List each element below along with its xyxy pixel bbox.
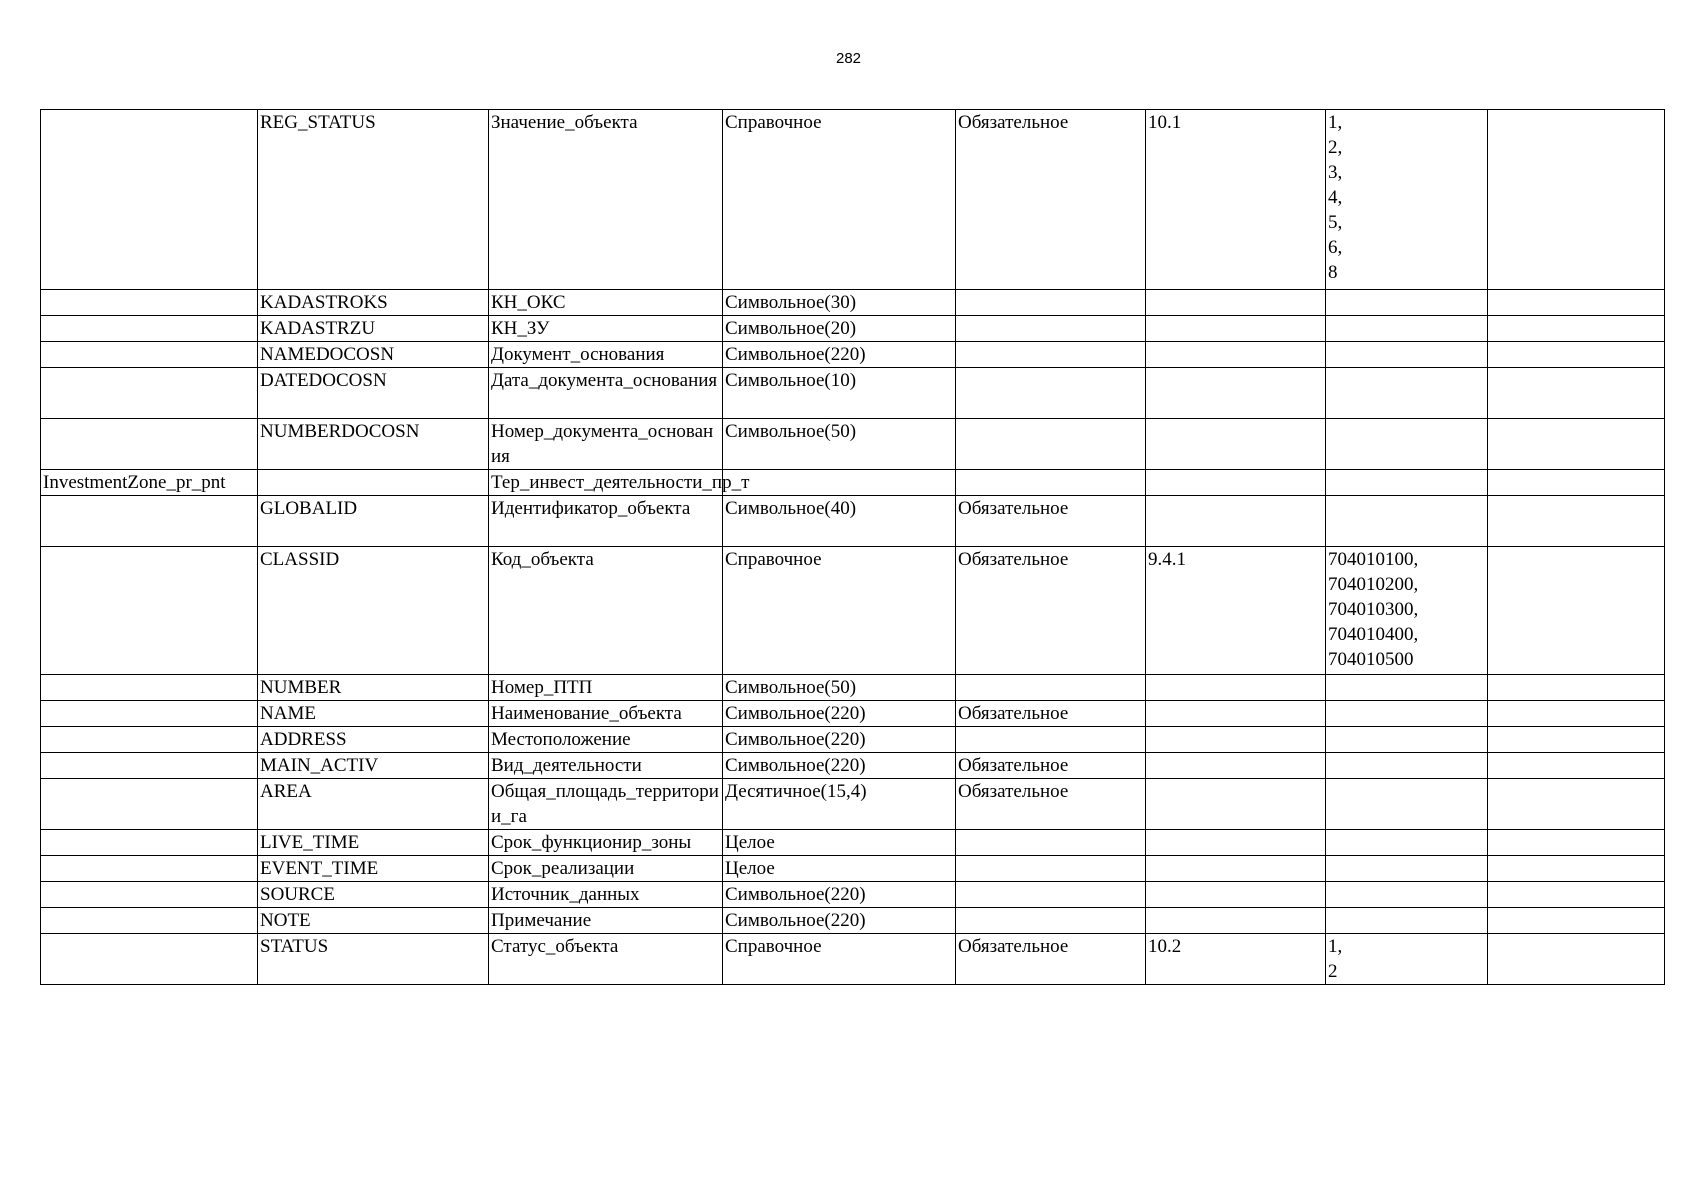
field-code-cell: NOTE	[258, 908, 489, 934]
required-cell	[956, 419, 1146, 470]
values-cell	[1326, 496, 1488, 547]
table-row	[41, 290, 1665, 316]
required-cell	[956, 470, 1146, 496]
table-row	[41, 779, 1665, 830]
values-cell	[1326, 882, 1488, 908]
table-row	[41, 547, 1665, 675]
object-name-cell	[41, 701, 258, 727]
required-cell	[956, 727, 1146, 753]
field-type-cell	[723, 470, 956, 496]
note-cell	[1488, 701, 1665, 727]
field-code-cell: CLASSID	[258, 547, 489, 675]
object-name-cell	[41, 934, 258, 985]
object-name-cell	[41, 496, 258, 547]
field-code-cell: NUMBER	[258, 675, 489, 701]
reference-cell	[1146, 753, 1326, 779]
field-alias-cell: Источник_данных	[489, 882, 723, 908]
object-name-cell	[41, 779, 258, 830]
object-name-cell	[41, 675, 258, 701]
field-code-cell: STATUS	[258, 934, 489, 985]
field-alias-cell: Срок_функционир_зоны	[489, 830, 723, 856]
reference-cell	[1146, 675, 1326, 701]
values-cell: 1, 2	[1326, 934, 1488, 985]
attribute-table	[40, 109, 1665, 985]
required-cell	[956, 882, 1146, 908]
values-cell	[1326, 675, 1488, 701]
field-alias-cell: Значение_объекта	[489, 110, 723, 290]
field-alias-cell: Общая_площадь_территории_га	[489, 779, 723, 830]
note-cell	[1488, 779, 1665, 830]
object-name-cell	[41, 727, 258, 753]
values-cell	[1326, 701, 1488, 727]
field-alias-cell: Статус_объекта	[489, 934, 723, 985]
required-cell: Обязательное	[956, 779, 1146, 830]
field-code-cell: MAIN_ACTIV	[258, 753, 489, 779]
reference-cell: 10.2	[1146, 934, 1326, 985]
note-cell	[1488, 419, 1665, 470]
field-type-cell: Символьное(30)	[723, 290, 956, 316]
reference-cell	[1146, 779, 1326, 830]
values-cell: 704010100, 704010200, 704010300, 704010400, 704010500	[1326, 547, 1488, 675]
table-row	[41, 675, 1665, 701]
required-cell	[956, 675, 1146, 701]
field-code-cell: ADDRESS	[258, 727, 489, 753]
required-cell	[956, 316, 1146, 342]
values-cell	[1326, 368, 1488, 419]
field-code-cell: GLOBALID	[258, 496, 489, 547]
field-type-cell: Символьное(220)	[723, 908, 956, 934]
reference-cell	[1146, 856, 1326, 882]
reference-cell	[1146, 470, 1326, 496]
field-type-cell: Символьное(220)	[723, 882, 956, 908]
field-alias-cell: Местоположение	[489, 727, 723, 753]
reference-cell	[1146, 830, 1326, 856]
required-cell	[956, 290, 1146, 316]
note-cell	[1488, 908, 1665, 934]
reference-cell	[1146, 290, 1326, 316]
table-row	[41, 830, 1665, 856]
field-type-cell: Десятичное(15,4)	[723, 779, 956, 830]
field-code-cell: SOURCE	[258, 882, 489, 908]
values-cell	[1326, 830, 1488, 856]
field-alias-cell: Номер_ПТП	[489, 675, 723, 701]
reference-cell	[1146, 316, 1326, 342]
required-cell: Обязательное	[956, 753, 1146, 779]
object-name-cell	[41, 368, 258, 419]
values-cell	[1326, 753, 1488, 779]
required-cell: Обязательное	[956, 701, 1146, 727]
field-code-cell: NAMEDOCOSN	[258, 342, 489, 368]
field-type-cell: Символьное(40)	[723, 496, 956, 547]
note-cell	[1488, 470, 1665, 496]
required-cell: Обязательное	[956, 547, 1146, 675]
required-cell	[956, 856, 1146, 882]
field-type-cell: Символьное(20)	[723, 316, 956, 342]
field-alias-cell: Код_объекта	[489, 547, 723, 675]
table-body	[41, 110, 1665, 985]
note-cell	[1488, 496, 1665, 547]
table-row	[41, 753, 1665, 779]
field-type-cell: Символьное(220)	[723, 701, 956, 727]
note-cell	[1488, 753, 1665, 779]
note-cell	[1488, 934, 1665, 985]
field-type-cell: Символьное(50)	[723, 419, 956, 470]
note-cell	[1488, 547, 1665, 675]
table-row	[41, 470, 1665, 496]
reference-cell	[1146, 908, 1326, 934]
field-alias-cell: Номер_документа_основания	[489, 419, 723, 470]
field-code-cell: NUMBERDOCOSN	[258, 419, 489, 470]
values-cell: 1, 2, 3, 4, 5, 6, 8	[1326, 110, 1488, 290]
field-alias-cell: КН_ОКС	[489, 290, 723, 316]
field-code-cell: AREA	[258, 779, 489, 830]
object-name-cell	[41, 547, 258, 675]
field-alias-cell: КН_ЗУ	[489, 316, 723, 342]
reference-cell: 10.1	[1146, 110, 1326, 290]
table-row	[41, 882, 1665, 908]
table-row	[41, 110, 1665, 290]
reference-cell	[1146, 701, 1326, 727]
values-cell	[1326, 419, 1488, 470]
object-name-cell	[41, 419, 258, 470]
object-name-cell	[41, 856, 258, 882]
note-cell	[1488, 675, 1665, 701]
object-name-cell	[41, 882, 258, 908]
values-cell	[1326, 727, 1488, 753]
reference-cell	[1146, 727, 1326, 753]
note-cell	[1488, 316, 1665, 342]
field-code-cell: NAME	[258, 701, 489, 727]
object-name-cell	[41, 830, 258, 856]
table-row	[41, 856, 1665, 882]
field-alias-cell: Дата_документа_основания	[489, 368, 723, 419]
field-alias-cell: Документ_основания	[489, 342, 723, 368]
note-cell	[1488, 342, 1665, 368]
field-type-cell: Справочное	[723, 934, 956, 985]
field-type-cell: Символьное(10)	[723, 368, 956, 419]
object-name-cell	[41, 110, 258, 290]
field-code-cell: LIVE_TIME	[258, 830, 489, 856]
field-code-cell: DATEDOCOSN	[258, 368, 489, 419]
field-type-cell: Символьное(220)	[723, 753, 956, 779]
note-cell	[1488, 830, 1665, 856]
field-alias-cell: Наименование_объекта	[489, 701, 723, 727]
values-cell	[1326, 908, 1488, 934]
note-cell	[1488, 882, 1665, 908]
field-type-cell: Символьное(220)	[723, 342, 956, 368]
note-cell	[1488, 110, 1665, 290]
object-name-cell	[41, 290, 258, 316]
reference-cell	[1146, 882, 1326, 908]
field-code-cell	[258, 470, 489, 496]
reference-cell	[1146, 368, 1326, 419]
note-cell	[1488, 290, 1665, 316]
field-type-cell: Справочное	[723, 547, 956, 675]
field-alias-cell: Срок_реализации	[489, 856, 723, 882]
required-cell	[956, 908, 1146, 934]
table-row	[41, 368, 1665, 419]
required-cell	[956, 342, 1146, 368]
reference-cell	[1146, 496, 1326, 547]
object-name-cell	[41, 908, 258, 934]
values-cell	[1326, 342, 1488, 368]
table-row	[41, 419, 1665, 470]
object-name-cell	[41, 753, 258, 779]
object-name-cell	[41, 316, 258, 342]
values-cell	[1326, 316, 1488, 342]
required-cell: Обязательное	[956, 496, 1146, 547]
field-type-cell: Символьное(220)	[723, 727, 956, 753]
object-name-cell	[41, 342, 258, 368]
note-cell	[1488, 856, 1665, 882]
required-cell	[956, 830, 1146, 856]
field-alias-cell: Примечание	[489, 908, 723, 934]
table-row	[41, 342, 1665, 368]
field-type-cell: Справочное	[723, 110, 956, 290]
note-cell	[1488, 727, 1665, 753]
field-type-cell: Целое	[723, 856, 956, 882]
note-cell	[1488, 368, 1665, 419]
field-alias-cell: Идентификатор_объекта	[489, 496, 723, 547]
field-code-cell: KADASTRZU	[258, 316, 489, 342]
table-row	[41, 701, 1665, 727]
page-number: 282	[835, 50, 862, 67]
field-type-cell: Символьное(50)	[723, 675, 956, 701]
field-alias-cell: Тер_инвест_деятельности_пр_т	[489, 470, 723, 496]
object-name-cell: InvestmentZone_pr_pnt	[41, 470, 258, 496]
field-code-cell: EVENT_TIME	[258, 856, 489, 882]
reference-cell	[1146, 342, 1326, 368]
values-cell	[1326, 290, 1488, 316]
reference-cell: 9.4.1	[1146, 547, 1326, 675]
table-row	[41, 316, 1665, 342]
values-cell	[1326, 470, 1488, 496]
table-row	[41, 496, 1665, 547]
required-cell: Обязательное	[956, 934, 1146, 985]
field-type-cell: Целое	[723, 830, 956, 856]
values-cell	[1326, 856, 1488, 882]
table-row	[41, 908, 1665, 934]
field-code-cell: REG_STATUS	[258, 110, 489, 290]
required-cell: Обязательное	[956, 110, 1146, 290]
field-alias-cell: Вид_деятельности	[489, 753, 723, 779]
field-code-cell: KADASTROKS	[258, 290, 489, 316]
table-row	[41, 727, 1665, 753]
required-cell	[956, 368, 1146, 419]
reference-cell	[1146, 419, 1326, 470]
table-row	[41, 934, 1665, 985]
values-cell	[1326, 779, 1488, 830]
